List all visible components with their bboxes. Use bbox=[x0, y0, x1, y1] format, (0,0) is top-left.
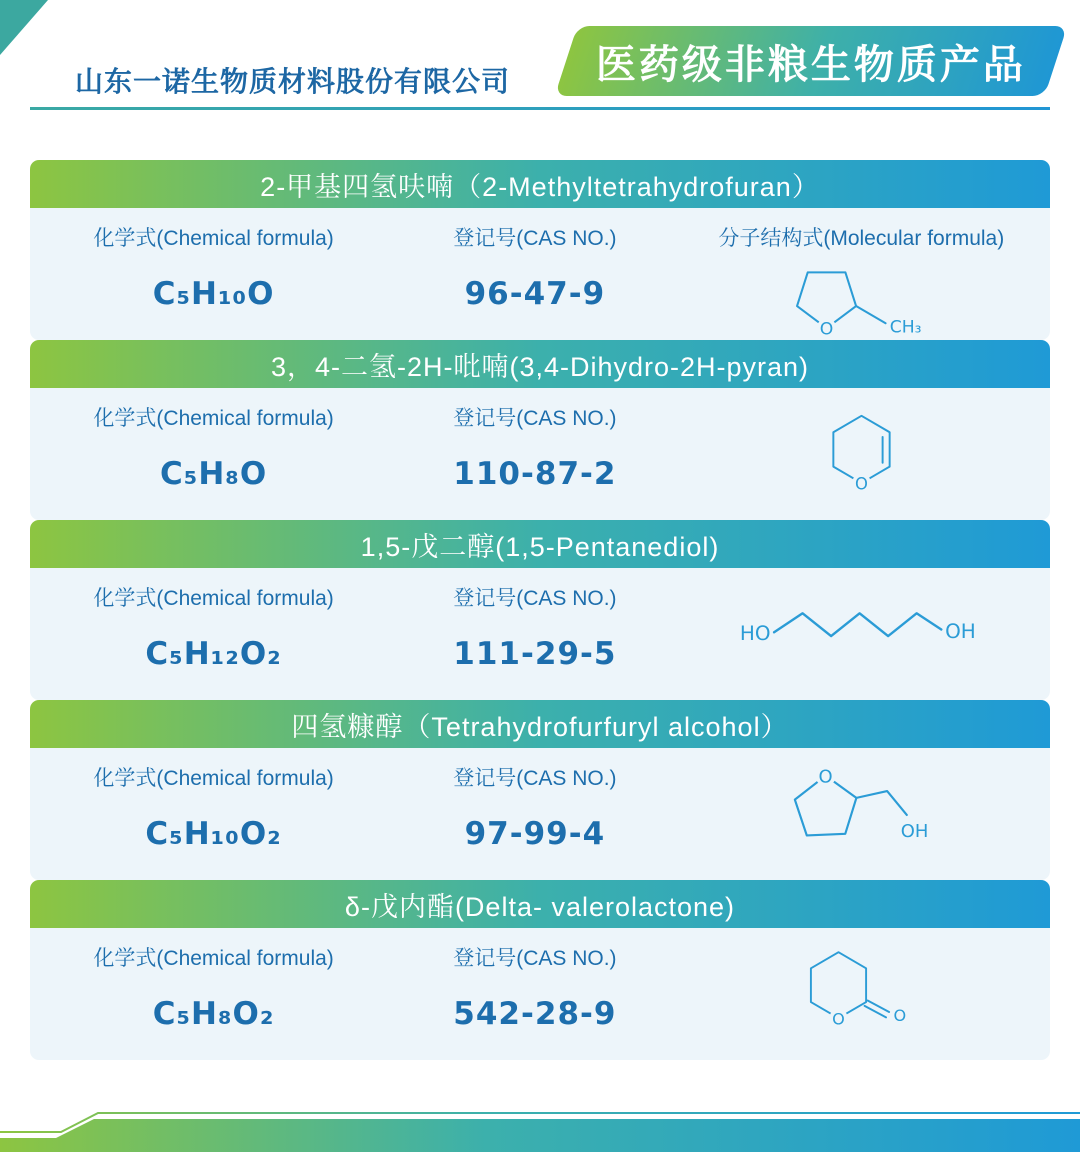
chemical-formula-value: C₅H₁₀O₂ bbox=[145, 816, 282, 852]
molecular-structure-tetrahydrofurfuryl-alcohol bbox=[763, 762, 960, 856]
ring-oxygen-label: O bbox=[831, 1009, 845, 1029]
product-title: 2-甲基四氢呋喃（2-Methyltetrahydrofuran） bbox=[30, 160, 1050, 208]
product-title: δ-戊内酯(Delta- valerolactone) bbox=[30, 880, 1050, 928]
product-card-pentanediol bbox=[30, 520, 1050, 700]
product-card-valerolactone bbox=[30, 880, 1050, 1060]
structure-cell bbox=[673, 208, 1050, 340]
cas-cell bbox=[397, 568, 672, 700]
cas-cell bbox=[397, 388, 672, 520]
cas-value: 97-99-4 bbox=[464, 816, 606, 852]
cas-value: 542-28-9 bbox=[453, 996, 617, 1032]
chemical-formula-cell bbox=[30, 568, 397, 700]
cas-cell bbox=[397, 748, 672, 880]
chemical-formula-cell bbox=[30, 928, 397, 1060]
cas-cell bbox=[397, 208, 672, 340]
molecular-structure-valerolactone bbox=[781, 946, 942, 1032]
structure-cell bbox=[673, 388, 1050, 520]
corner-triangle-decoration bbox=[0, 0, 48, 55]
product-details bbox=[30, 748, 1050, 880]
header-divider-line bbox=[30, 107, 1050, 110]
product-details bbox=[30, 208, 1050, 340]
cas-label: 登记号(CAS NO.) bbox=[453, 407, 617, 430]
product-details bbox=[30, 568, 1050, 700]
cas-label: 登记号(CAS NO.) bbox=[453, 227, 617, 250]
ring-oxygen-label: O bbox=[820, 319, 834, 338]
cas-label: 登记号(CAS NO.) bbox=[453, 947, 617, 970]
methyl-group-label: CH₃ bbox=[889, 317, 922, 338]
molecular-structure-2-methyltetrahydrofuran bbox=[762, 256, 960, 338]
chemical-formula-value: C₅H₈O bbox=[159, 456, 268, 492]
chemical-formula-label: 化学式(Chemical formula) bbox=[93, 407, 334, 430]
chemical-formula-cell bbox=[30, 748, 397, 880]
structure-cell bbox=[673, 928, 1050, 1060]
cas-label: 登记号(CAS NO.) bbox=[453, 767, 617, 790]
chemical-formula-value: C₅H₁₂O₂ bbox=[145, 636, 282, 672]
title-banner bbox=[555, 26, 1068, 96]
chemical-formula-cell bbox=[30, 388, 397, 520]
left-hydroxyl-label: HO bbox=[739, 620, 771, 645]
structure-cell bbox=[673, 568, 1050, 700]
chemical-formula-value: C₅H₈O₂ bbox=[152, 996, 275, 1032]
structure-cell bbox=[673, 748, 1050, 880]
ring-oxygen-label: O bbox=[854, 474, 868, 494]
right-hydroxyl-label: OH bbox=[944, 619, 976, 643]
cas-value: 110-87-2 bbox=[453, 456, 617, 492]
product-card-tetrahydrofurfuryl-alcohol bbox=[30, 700, 1050, 880]
footer-wave-decoration bbox=[0, 1080, 1080, 1152]
cas-label: 登记号(CAS NO.) bbox=[453, 587, 617, 610]
title-banner-text: 医药级非粮生物质产品 bbox=[596, 42, 1026, 87]
chemical-formula-cell bbox=[30, 208, 397, 340]
chemical-formula-label: 化学式(Chemical formula) bbox=[93, 227, 334, 250]
product-card-dihydropyran bbox=[30, 340, 1050, 520]
product-title: 3，4-二氢-2H-吡喃(3,4-Dihydro-2H-pyran) bbox=[30, 340, 1050, 388]
company-name: 山东一诺生物质材料股份有限公司 bbox=[75, 66, 511, 97]
cas-cell bbox=[397, 928, 672, 1060]
chemical-formula-label: 化学式(Chemical formula) bbox=[93, 587, 334, 610]
product-title: 1,5-戊二醇(1,5-Pentanediol) bbox=[30, 520, 1050, 568]
chemical-formula-value: C₅H₁₀O bbox=[152, 276, 275, 312]
product-card-2-methyltetrahydrofuran bbox=[30, 160, 1050, 340]
molecular-structure-pentanediol bbox=[738, 598, 985, 659]
chemical-formula-label: 化学式(Chemical formula) bbox=[93, 767, 334, 790]
hydroxyl-label: OH bbox=[900, 821, 929, 843]
cas-value: 96-47-9 bbox=[464, 276, 606, 312]
structure-label: 分子结构式(Molecular formula) bbox=[718, 227, 1005, 250]
molecular-structure-dihydropyran bbox=[795, 408, 928, 494]
product-details bbox=[30, 388, 1050, 520]
product-cards bbox=[30, 160, 1050, 1060]
ring-oxygen-label: O bbox=[818, 766, 833, 788]
carbonyl-oxygen-label: O bbox=[893, 1006, 906, 1026]
product-details bbox=[30, 928, 1050, 1060]
cas-value: 111-29-5 bbox=[453, 636, 617, 672]
chemical-formula-label: 化学式(Chemical formula) bbox=[93, 947, 334, 970]
product-title: 四氢糠醇（Tetrahydrofurfuryl alcohol） bbox=[30, 700, 1050, 748]
